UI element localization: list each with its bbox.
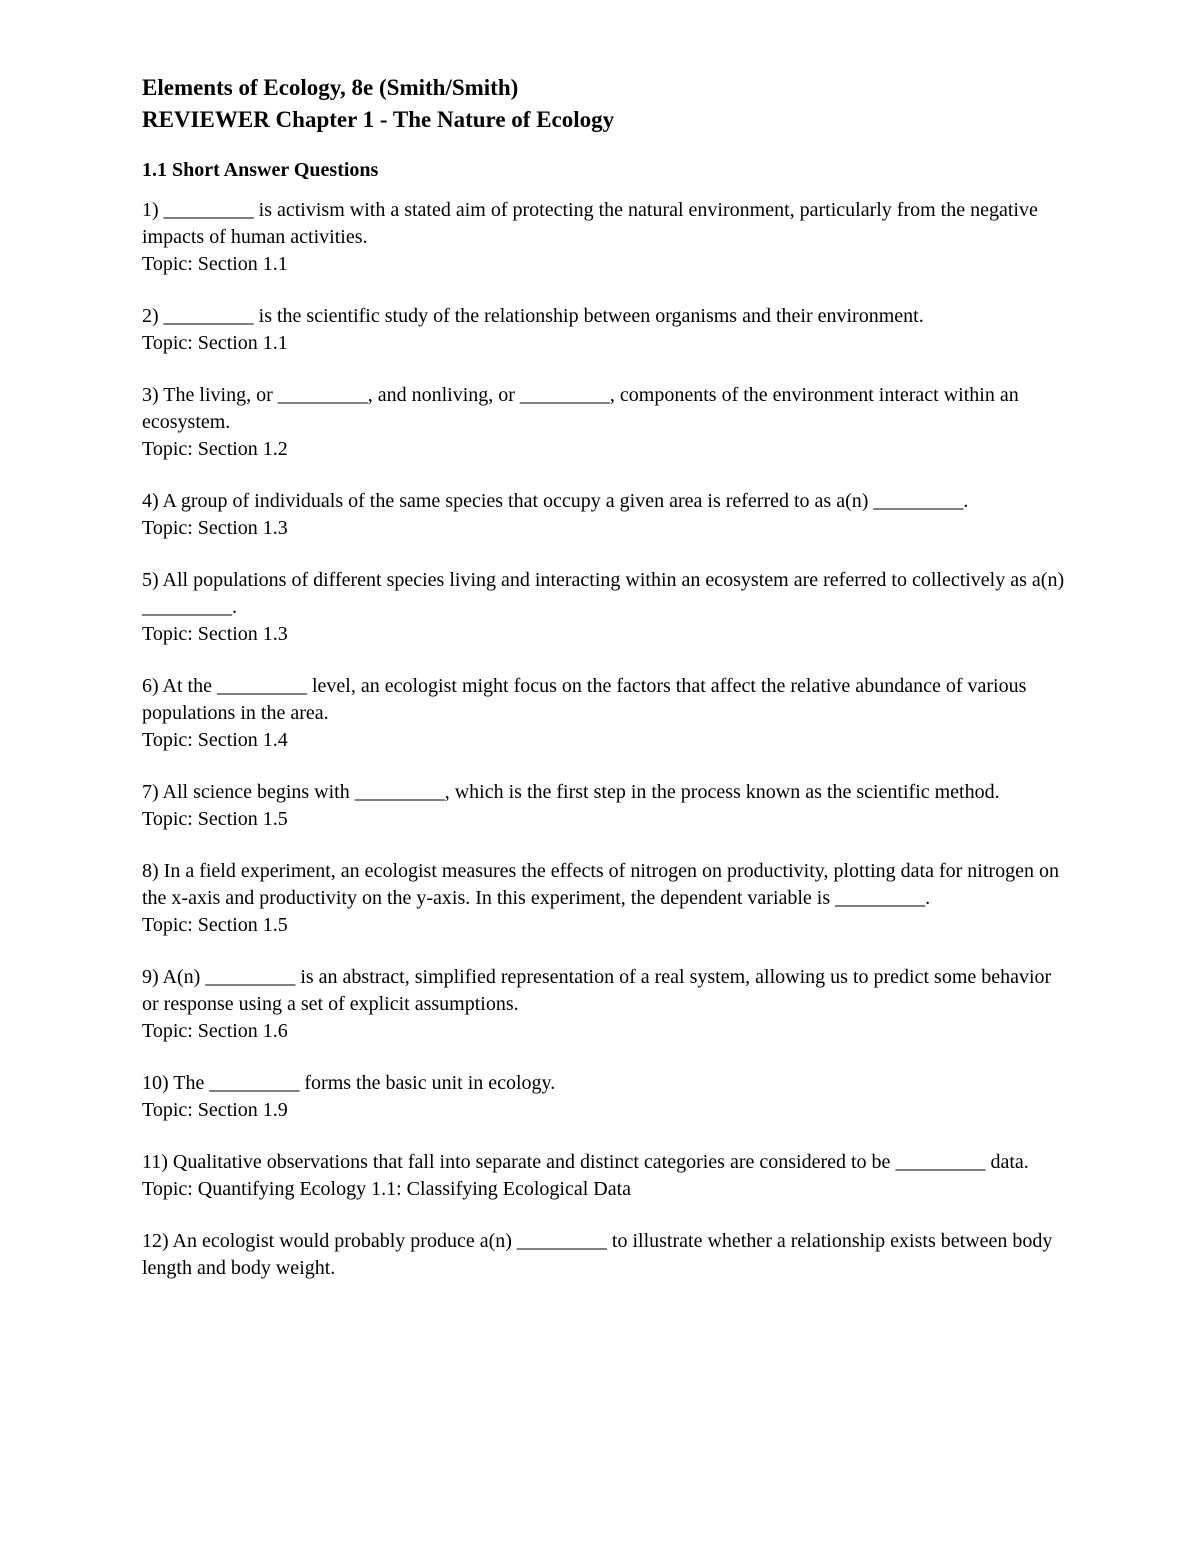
- question-text: 10) The _________ forms the basic unit in ecology.: [142, 1072, 556, 1094]
- question-8: [142, 858, 1072, 939]
- question-topic: Topic: Section 1.6: [142, 1020, 288, 1042]
- question-5: [142, 567, 1072, 648]
- question-text: 6) At the _________ level, an ecologist might focus on the factors that affect the relative abundance of various populations in the area.: [142, 675, 1027, 724]
- question-text: 3) The living, or _________, and nonliving, or _________, components of the environment interact within an ecosystem.: [142, 384, 1019, 433]
- section-heading: 1.1 Short Answer Questions: [142, 159, 379, 181]
- question-topic: Topic: Section 1.3: [142, 623, 288, 645]
- question-7: [142, 779, 1072, 833]
- question-topic: Topic: Section 1.1: [142, 253, 288, 275]
- document-page: [142, 72, 1072, 1307]
- question-9: [142, 964, 1072, 1045]
- question-text: 9) A(n) _________ is an abstract, simplified representation of a real system, allowing us to predict some behavior or response using a set of explicit assumptions.: [142, 966, 1052, 1015]
- question-11: [142, 1149, 1072, 1203]
- question-3: [142, 382, 1072, 463]
- question-text: 7) All science begins with _________, which is the first step in the process known as the scientific method.: [142, 781, 1000, 803]
- question-text: 8) In a field experiment, an ecologist measures the effects of nitrogen on productivity, plotting data for nitrogen on the x-axis and productivity on the y-axis. In this experiment, the dependent variable is _________.: [142, 860, 1059, 909]
- question-topic: Topic: Section 1.5: [142, 808, 288, 830]
- title-line-chapter: REVIEWER Chapter 1 - The Nature of Ecology: [142, 107, 615, 132]
- question-12: [142, 1228, 1072, 1282]
- question-text: 11) Qualitative observations that fall into separate and distinct categories are considered to be _________ data.: [142, 1151, 1029, 1173]
- question-topic: Topic: Section 1.2: [142, 438, 288, 460]
- question-topic: Topic: Section 1.1: [142, 332, 288, 354]
- question-1: [142, 197, 1072, 278]
- question-list: [142, 197, 1072, 1282]
- question-text: 5) All populations of different species living and interacting within an ecosystem are referred to collectively as a(n) _________.: [142, 569, 1065, 618]
- question-topic: Topic: Section 1.9: [142, 1099, 288, 1121]
- question-topic: Topic: Section 1.5: [142, 914, 288, 936]
- question-text: 12) An ecologist would probably produce a(n) _________ to illustrate whether a relationship exists between body length and body weight.: [142, 1230, 1053, 1279]
- question-6: [142, 673, 1072, 754]
- question-10: [142, 1070, 1072, 1124]
- document-title: [142, 72, 1072, 136]
- question-text: 4) A group of individuals of the same species that occupy a given area is referred to as a(n) _________.: [142, 490, 969, 512]
- question-text: 1) _________ is activism with a stated aim of protecting the natural environment, particularly from the negative impacts of human activities.: [142, 199, 1038, 248]
- question-topic: Topic: Section 1.4: [142, 729, 288, 751]
- question-4: [142, 488, 1072, 542]
- question-2: [142, 303, 1072, 357]
- question-text: 2) _________ is the scientific study of the relationship between organisms and their environment.: [142, 305, 924, 327]
- question-topic: Topic: Section 1.3: [142, 517, 288, 539]
- question-topic: Topic: Quantifying Ecology 1.1: Classifying Ecological Data: [142, 1178, 632, 1200]
- title-line-book: Elements of Ecology, 8e (Smith/Smith): [142, 75, 519, 100]
